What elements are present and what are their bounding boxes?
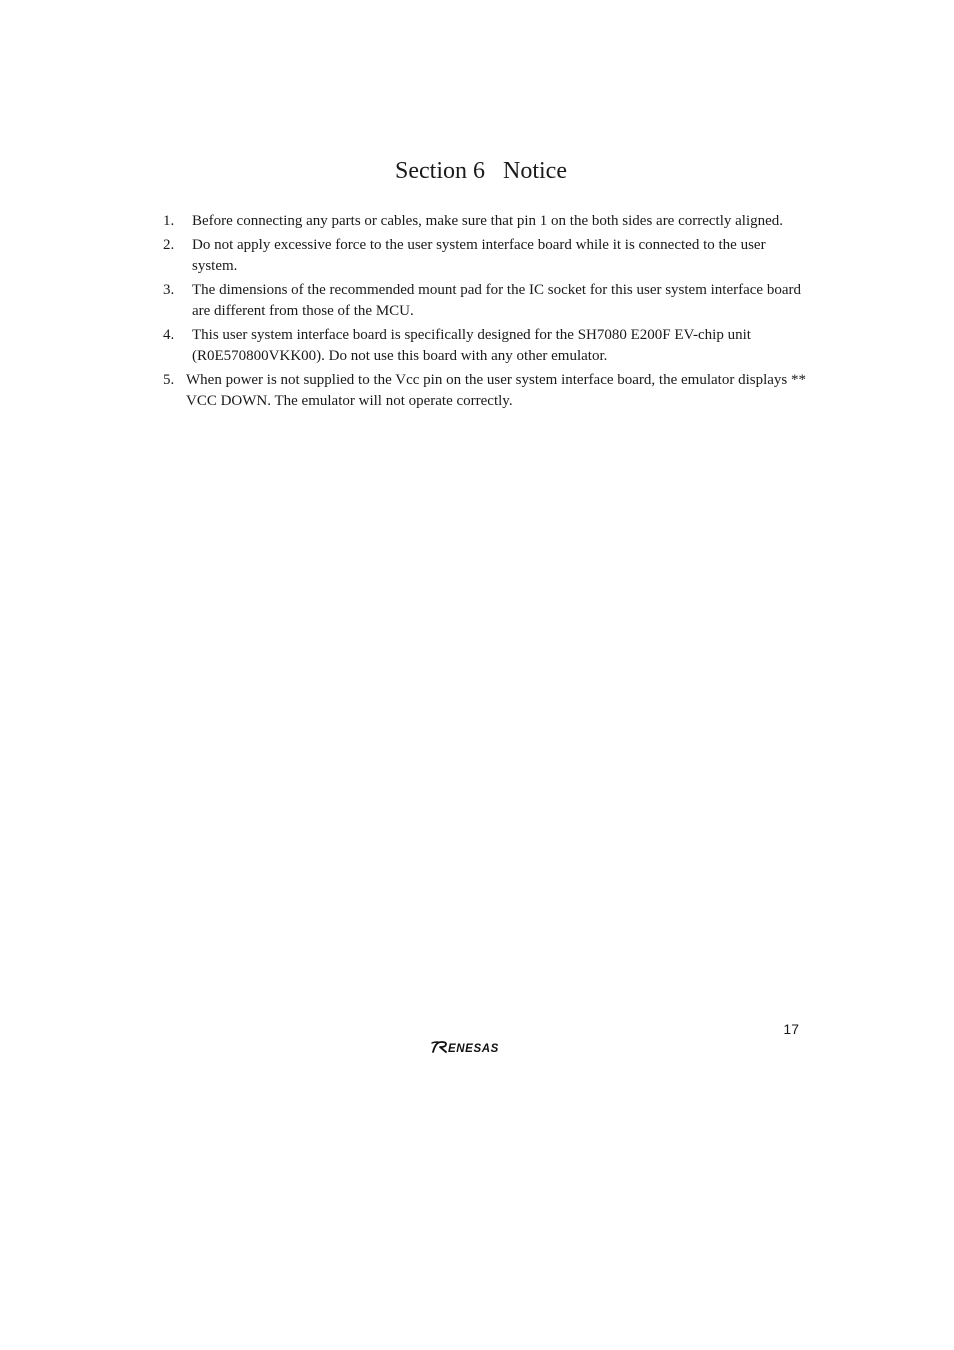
list-item xyxy=(163,211,813,232)
renesas-logo-icon xyxy=(431,1039,531,1055)
list-item-number: 5. xyxy=(163,372,175,388)
list-item-number: 2. xyxy=(163,237,175,253)
list-item-text: This user system interface board is specifically designed for the SH7080 E200F EV-chip unit (R0E570800VKK00). Do not use this board with any other emulator. xyxy=(192,327,751,364)
svg-text:ENESAS: ENESAS xyxy=(448,1043,499,1055)
list-item xyxy=(163,325,813,367)
list-item-text: The dimensions of the recommended mount pad for the IC socket for this user system interface board are different from those of the MCU. xyxy=(192,282,801,319)
list-item xyxy=(163,235,813,277)
list-item-number: 4. xyxy=(163,327,175,343)
list-item-number: 3. xyxy=(163,282,175,298)
page-number: 17 xyxy=(783,1021,799,1037)
list-item-number: 1. xyxy=(163,213,175,229)
list-item xyxy=(163,280,813,322)
list-item-text: When power is not supplied to the Vcc pin on the user system interface board, the emulator displays ** VCC DOWN. The emulator will not operate correctly. xyxy=(186,372,806,409)
notice-list xyxy=(163,211,813,415)
list-item-text: Before connecting any parts or cables, make sure that pin 1 on the both sides are correctly aligned. xyxy=(192,213,784,229)
list-item xyxy=(163,370,813,412)
list-item-text: Do not apply excessive force to the user system interface board while it is connected to the user system. xyxy=(192,237,766,274)
page-title: Section 6 Notice xyxy=(395,158,567,184)
